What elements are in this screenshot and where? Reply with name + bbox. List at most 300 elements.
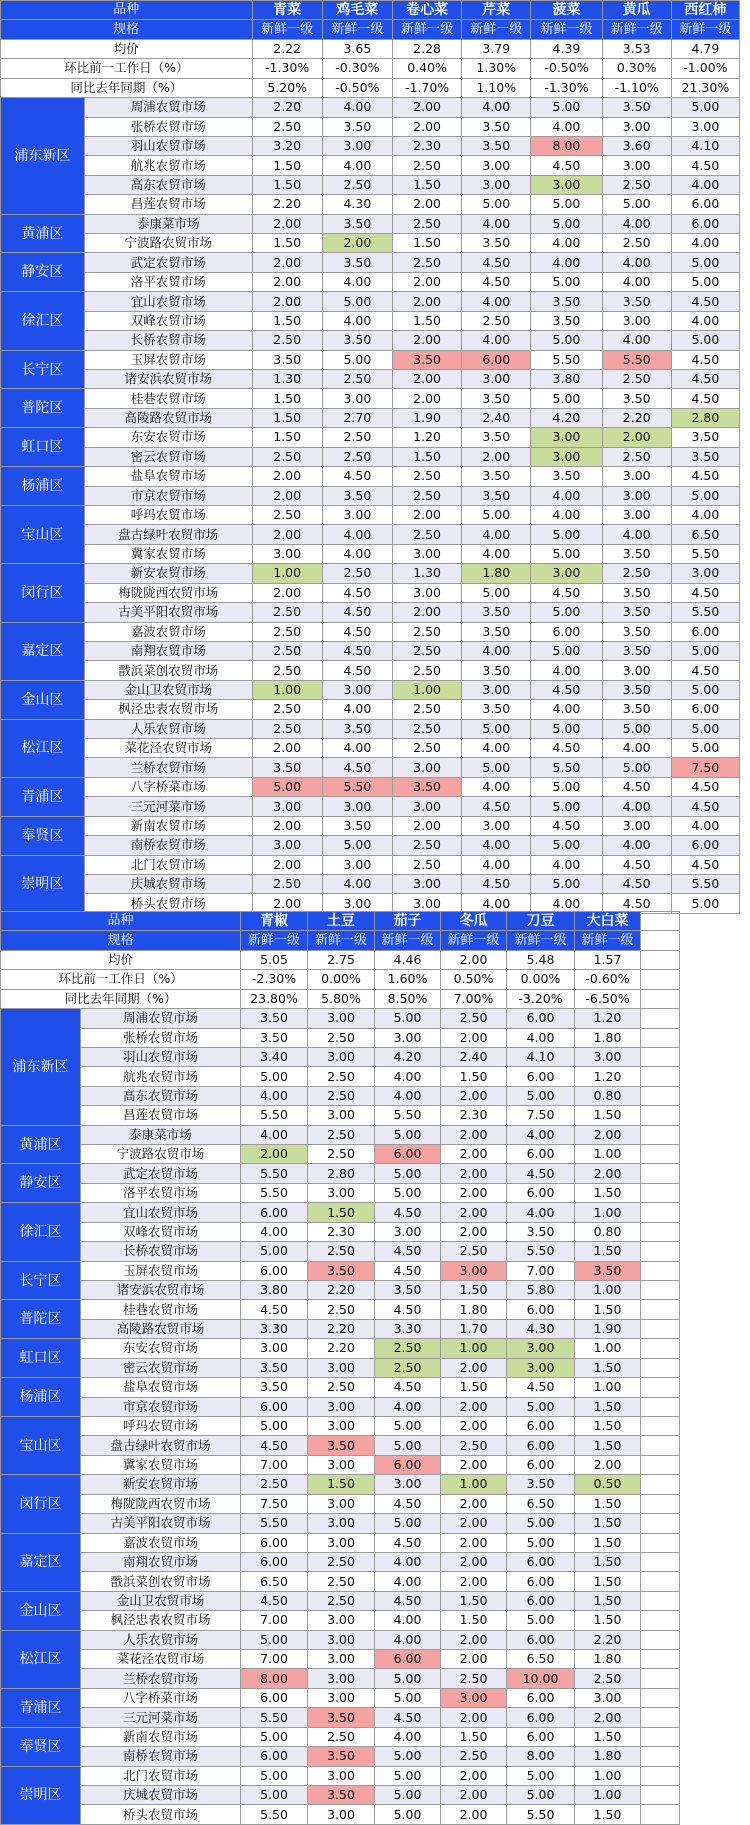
price-cell: 1.50 <box>441 1591 507 1610</box>
price-cell: 4.00 <box>462 544 531 563</box>
price-cell: 4.50 <box>602 777 671 796</box>
market-row <box>1 1358 680 1377</box>
price-cell: 2.00 <box>441 1203 507 1222</box>
price-cell: 5.50 <box>241 1183 308 1202</box>
avg-price-value: 3.53 <box>602 39 671 58</box>
price-cell: 2.00 <box>441 1183 507 1202</box>
price-cell: 5.00 <box>602 758 671 777</box>
market-name: 菜花泾农贸市场 <box>84 739 252 758</box>
price-cell: 3.00 <box>602 156 671 175</box>
price-cell: 4.00 <box>462 836 531 855</box>
price-cell: 6.00 <box>507 1591 575 1610</box>
price-table-1 <box>0 0 740 914</box>
market-name: 诸安浜农贸市场 <box>81 1281 241 1300</box>
price-cell: 2.00 <box>462 447 531 466</box>
price-cell: 2.50 <box>308 1067 375 1086</box>
market-name: 桂巷农贸市场 <box>81 1300 241 1319</box>
price-cell: 2.00 <box>252 214 322 233</box>
market-row <box>1 1183 680 1202</box>
market-row <box>1 1785 680 1804</box>
price-cell: 3.50 <box>531 292 602 311</box>
price-cell: 4.00 <box>602 525 671 544</box>
market-row <box>1 525 740 544</box>
yoy-change-value: 5.80% <box>308 989 375 1008</box>
market-row <box>1 1300 680 1319</box>
empty-cell <box>641 1242 680 1261</box>
market-row <box>1 1669 680 1688</box>
price-cell: 4.00 <box>322 544 392 563</box>
price-cell: 2.00 <box>252 816 322 835</box>
price-cell: 2.50 <box>252 117 322 136</box>
price-cell: 2.00 <box>393 195 462 214</box>
price-cell: 4.50 <box>531 739 602 758</box>
price-cell: 3.00 <box>308 1611 375 1630</box>
price-cell: 2.50 <box>308 1572 375 1591</box>
price-cell: 7.00 <box>507 1261 575 1280</box>
price-cell: 3.50 <box>375 1281 441 1300</box>
price-cell: 1.00 <box>393 680 462 699</box>
mom-change-value: 0.30% <box>602 59 671 78</box>
market-row <box>1 1514 680 1533</box>
price-cell: 1.50 <box>575 1397 641 1416</box>
price-cell: 3.50 <box>602 603 671 622</box>
price-cell: 3.00 <box>462 680 531 699</box>
price-cell: 2.50 <box>308 1086 375 1105</box>
price-cell: 6.50 <box>241 1572 308 1591</box>
price-cell: 4.00 <box>602 253 671 272</box>
market-name: 南翔农贸市场 <box>84 641 252 660</box>
grade-value: 新鲜一级 <box>252 20 322 39</box>
district-name: 闵行区 <box>1 1475 81 1533</box>
district-name: 普陀区 <box>1 1300 81 1339</box>
price-cell: 3.00 <box>308 1650 375 1669</box>
market-row <box>1 583 740 602</box>
avg-price-label: 均价 <box>1 39 253 58</box>
price-cell: 3.80 <box>531 370 602 389</box>
price-cell: 4.00 <box>462 777 531 796</box>
market-name: 北门农贸市场 <box>84 855 252 874</box>
price-cell: 4.50 <box>322 622 392 641</box>
price-cell: 3.00 <box>308 1630 375 1649</box>
price-cell: 2.50 <box>252 505 322 524</box>
price-cell: 2.50 <box>252 603 322 622</box>
market-name: 市京农贸市场 <box>84 486 252 505</box>
price-cell: 4.00 <box>375 1572 441 1591</box>
price-cell: 6.00 <box>375 1145 441 1164</box>
price-cell: 3.00 <box>375 1028 441 1047</box>
price-cell: 3.00 <box>308 1397 375 1416</box>
price-cell: 4.00 <box>462 331 531 350</box>
market-name: 南桥农贸市场 <box>84 836 252 855</box>
price-cell: 5.00 <box>375 1805 441 1824</box>
price-cell: 4.00 <box>462 214 531 233</box>
price-cell: 2.00 <box>441 1494 507 1513</box>
price-cell: 5.00 <box>671 486 739 505</box>
mom-change-value: 1.60% <box>375 970 441 989</box>
price-cell: 2.00 <box>441 1455 507 1474</box>
market-name: 新南农贸市场 <box>84 816 252 835</box>
market-row <box>1 739 740 758</box>
price-cell: 2.00 <box>252 583 322 602</box>
market-row <box>1 1378 680 1397</box>
market-row <box>1 1591 680 1610</box>
price-cell: 3.50 <box>241 1358 308 1377</box>
price-cell: 3.00 <box>602 311 671 330</box>
price-cell: 5.00 <box>241 1727 308 1746</box>
price-cell: 2.50 <box>393 739 462 758</box>
price-cell: 4.50 <box>671 292 739 311</box>
price-cell: 6.00 <box>507 1067 575 1086</box>
price-cell: 4.00 <box>375 1727 441 1746</box>
price-cell: 7.00 <box>241 1611 308 1630</box>
price-cell: 3.50 <box>531 467 602 486</box>
price-cell: 2.50 <box>322 175 392 194</box>
price-cell: 3.50 <box>252 350 322 369</box>
price-cell: 1.00 <box>575 1378 641 1397</box>
market-name: 金山卫农贸市场 <box>84 680 252 699</box>
price-cell: 6.00 <box>507 1145 575 1164</box>
mom-change-value: 1.30% <box>462 59 531 78</box>
market-name: 人乐农贸市场 <box>84 719 252 738</box>
mom-change-label: 环比前一工作日（%） <box>1 59 253 78</box>
district-name: 黄浦区 <box>1 1125 81 1164</box>
market-row <box>1 195 740 214</box>
price-cell: 3.50 <box>462 603 531 622</box>
market-row <box>1 1164 680 1183</box>
price-cell: 3.50 <box>322 117 392 136</box>
mom-change-value: -1.00% <box>671 59 739 78</box>
district-name: 杨浦区 <box>1 1378 81 1417</box>
district-name: 长宁区 <box>1 1261 81 1300</box>
market-name: 盘古绿叶农贸市场 <box>84 525 252 544</box>
price-cell: 4.00 <box>375 1397 441 1416</box>
market-name: 双峰农贸市场 <box>81 1222 241 1241</box>
price-cell: 5.00 <box>507 1766 575 1785</box>
vegetable-name: 青菜 <box>252 1 322 20</box>
market-name: 高陵路农贸市场 <box>81 1319 241 1338</box>
price-cell: 1.50 <box>252 428 322 447</box>
price-cell: 5.00 <box>462 719 531 738</box>
grade-value: 新鲜一级 <box>507 931 575 950</box>
mom-change-value: -2.30% <box>241 970 308 989</box>
price-cell: 1.50 <box>252 175 322 194</box>
district-name: 松江区 <box>1 1630 81 1688</box>
vegetable-name: 芹菜 <box>462 1 531 20</box>
price-cell: 5.00 <box>241 1630 308 1649</box>
market-row <box>1 1805 680 1824</box>
market-row <box>1 1339 680 1358</box>
market-name: 双峰农贸市场 <box>84 311 252 330</box>
empty-cell <box>641 1494 680 1513</box>
price-cell: 3.60 <box>602 136 671 155</box>
price-cell: 3.50 <box>602 680 671 699</box>
price-cell: 3.00 <box>575 1688 641 1707</box>
market-name: 高东农贸市场 <box>84 175 252 194</box>
price-cell: 3.50 <box>507 1222 575 1241</box>
price-cell: 6.00 <box>241 1203 308 1222</box>
price-cell: 2.00 <box>393 292 462 311</box>
market-name: 新安农贸市场 <box>81 1475 241 1494</box>
price-cell: 5.00 <box>241 1242 308 1261</box>
price-cell: 4.50 <box>375 1300 441 1319</box>
district-name: 徐汇区 <box>1 292 85 350</box>
empty-cell <box>641 1106 680 1125</box>
price-cell: 2.50 <box>322 370 392 389</box>
price-cell: 2.50 <box>308 1145 375 1164</box>
price-cell: 2.40 <box>441 1047 507 1066</box>
avg-price-value: 5.05 <box>241 950 308 969</box>
price-cell: 1.50 <box>575 1533 641 1552</box>
price-cell: 4.50 <box>671 777 739 796</box>
mom-change-value: 0.40% <box>393 59 462 78</box>
price-cell: 5.00 <box>241 1067 308 1086</box>
grade-value: 新鲜一级 <box>441 931 507 950</box>
empty-cell <box>641 1436 680 1455</box>
market-row <box>1 1766 680 1785</box>
price-cell: 1.00 <box>575 1145 641 1164</box>
price-cell: 2.00 <box>252 486 322 505</box>
avg-price-value: 4.39 <box>531 39 602 58</box>
price-cell: 4.50 <box>322 758 392 777</box>
header-row <box>1 912 680 931</box>
price-cell: 1.50 <box>575 1514 641 1533</box>
price-cell: 4.50 <box>531 680 602 699</box>
price-cell: 1.00 <box>441 1339 507 1358</box>
price-cell: 3.00 <box>308 1766 375 1785</box>
price-cell: 4.20 <box>531 408 602 427</box>
empty-cell <box>641 1339 680 1358</box>
price-cell: 5.00 <box>671 641 739 660</box>
price-cell: 4.50 <box>375 1533 441 1552</box>
price-cell: 4.00 <box>375 1611 441 1630</box>
price-cell: 2.00 <box>441 1086 507 1105</box>
price-cell: 2.00 <box>441 1028 507 1047</box>
market-row <box>1 777 740 796</box>
market-name: 新南农贸市场 <box>81 1727 241 1746</box>
price-cell: 3.00 <box>322 797 392 816</box>
price-cell: 4.00 <box>375 1086 441 1105</box>
price-cell: 3.50 <box>322 331 392 350</box>
price-cell: 3.00 <box>507 1358 575 1377</box>
price-cell: 6.00 <box>671 195 739 214</box>
price-cell: 6.00 <box>241 1533 308 1552</box>
price-cell: 3.50 <box>671 447 739 466</box>
price-cell: 4.50 <box>375 1203 441 1222</box>
price-cell: 6.00 <box>507 1455 575 1474</box>
market-row <box>1 1319 680 1338</box>
price-cell: 2.00 <box>441 1805 507 1824</box>
price-cell: 4.00 <box>507 1203 575 1222</box>
market-name: 八字桥菜市场 <box>81 1688 241 1707</box>
price-cell: 4.50 <box>322 641 392 660</box>
price-cell: 3.50 <box>602 98 671 117</box>
vegetable-name: 鸡毛菜 <box>322 1 392 20</box>
price-cell: 1.00 <box>575 1281 641 1300</box>
avg-price-value: 3.65 <box>322 39 392 58</box>
market-name: 玉屏农贸市场 <box>84 350 252 369</box>
market-name: 金山卫农贸市场 <box>81 1591 241 1610</box>
price-cell: 3.50 <box>393 777 462 796</box>
price-cell: 4.50 <box>241 1591 308 1610</box>
price-cell: 2.50 <box>575 1669 641 1688</box>
price-cell: 6.00 <box>507 1688 575 1707</box>
price-cell: 1.50 <box>575 1572 641 1591</box>
market-name: 戬浜菜创农贸市场 <box>81 1572 241 1591</box>
market-name: 枫泾忠表农贸市场 <box>84 700 252 719</box>
market-name: 南翔农贸市场 <box>81 1552 241 1571</box>
market-name: 玉屏农贸市场 <box>81 1261 241 1280</box>
price-cell: 5.00 <box>602 719 671 738</box>
price-cell: 4.00 <box>462 894 531 913</box>
price-cell: 3.50 <box>322 214 392 233</box>
price-cell: 1.50 <box>393 311 462 330</box>
avg-price-value: 2.75 <box>308 950 375 969</box>
yoy-change-value: -0.50% <box>322 78 392 97</box>
price-cell: 5.50 <box>531 758 602 777</box>
market-row <box>1 1047 680 1066</box>
district-name: 闵行区 <box>1 564 85 622</box>
price-cell: 4.50 <box>531 156 602 175</box>
price-cell: 4.00 <box>462 641 531 660</box>
price-cell: 5.00 <box>531 603 602 622</box>
price-cell: 3.00 <box>393 797 462 816</box>
empty-cell <box>641 1805 680 1824</box>
price-cell: 5.00 <box>531 836 602 855</box>
market-row <box>1 680 740 699</box>
price-cell: 2.20 <box>308 1319 375 1338</box>
price-cell: 4.50 <box>507 1164 575 1183</box>
price-cell: 4.00 <box>241 1086 308 1105</box>
price-cell: 1.20 <box>393 428 462 447</box>
market-row <box>1 1494 680 1513</box>
market-name: 冀家农贸市场 <box>81 1455 241 1474</box>
price-cell: 2.70 <box>322 408 392 427</box>
empty-cell <box>641 1688 680 1707</box>
price-cell: 2.50 <box>322 428 392 447</box>
market-name: 密云农贸市场 <box>81 1358 241 1377</box>
price-cell: 3.50 <box>602 622 671 641</box>
price-cell: 4.00 <box>671 234 739 253</box>
price-cell: 1.80 <box>575 1028 641 1047</box>
price-cell: 2.00 <box>602 428 671 447</box>
price-cell: 3.00 <box>308 1494 375 1513</box>
price-cell: 5.00 <box>322 350 392 369</box>
variety-label: 品种 <box>1 912 241 931</box>
price-cell: 3.00 <box>308 1688 375 1707</box>
price-cell: 2.30 <box>441 1106 507 1125</box>
price-cell: 2.00 <box>441 1630 507 1649</box>
empty-cell <box>641 1125 680 1144</box>
grade-value: 新鲜一级 <box>602 20 671 39</box>
price-cell: 1.50 <box>575 1358 641 1377</box>
price-cell: 5.00 <box>241 1785 308 1804</box>
vegetable-name: 刀豆 <box>507 912 575 931</box>
avg-price-label: 均价 <box>1 950 241 969</box>
price-cell: 3.00 <box>393 583 462 602</box>
price-cell: 1.50 <box>393 447 462 466</box>
price-cell: 4.00 <box>531 253 602 272</box>
market-row <box>1 1222 680 1241</box>
price-cell: 3.00 <box>393 758 462 777</box>
empty-cell <box>641 1086 680 1105</box>
district-name: 松江区 <box>1 719 85 777</box>
price-cell: 2.50 <box>308 1378 375 1397</box>
yoy-change-value: -3.20% <box>507 989 575 1008</box>
price-cell: 2.50 <box>252 874 322 893</box>
market-row <box>1 855 740 874</box>
district-name: 金山区 <box>1 680 85 719</box>
price-cell: 3.50 <box>602 700 671 719</box>
price-cell: 6.00 <box>671 622 739 641</box>
price-cell: 3.00 <box>308 1455 375 1474</box>
price-cell: 2.50 <box>393 700 462 719</box>
price-cell: 2.50 <box>602 234 671 253</box>
price-cell: 5.00 <box>531 544 602 563</box>
price-cell: 2.00 <box>393 117 462 136</box>
price-cell: 2.50 <box>308 1591 375 1610</box>
price-cell: 5.80 <box>507 1281 575 1300</box>
district-name: 奉贤区 <box>1 1727 81 1766</box>
yoy-change-value: -1.10% <box>602 78 671 97</box>
price-cell: 3.00 <box>322 389 392 408</box>
avg-price-row <box>1 950 680 969</box>
price-table-2 <box>0 911 680 1825</box>
price-cell: 4.50 <box>671 467 739 486</box>
price-cell: 10.00 <box>507 1669 575 1688</box>
price-cell: 6.00 <box>241 1261 308 1280</box>
market-row <box>1 1009 680 1028</box>
grade-row <box>1 20 740 39</box>
price-cell: 4.30 <box>322 195 392 214</box>
empty-cell <box>641 950 680 969</box>
price-cell: 5.00 <box>375 1125 441 1144</box>
price-cell: 6.00 <box>462 350 531 369</box>
price-cell: 4.30 <box>507 1319 575 1338</box>
market-row <box>1 1203 680 1222</box>
price-cell: 2.50 <box>252 719 322 738</box>
price-cell: 2.00 <box>252 467 322 486</box>
market-name: 市京农贸市场 <box>81 1397 241 1416</box>
market-name: 三元河菜市场 <box>81 1708 241 1727</box>
price-cell: 6.00 <box>671 700 739 719</box>
price-cell: 2.00 <box>393 505 462 524</box>
vegetable-name: 西红柿 <box>671 1 739 20</box>
market-name: 诸安浜农贸市场 <box>84 370 252 389</box>
price-cell: 0.50 <box>575 1475 641 1494</box>
price-cell: 2.00 <box>252 272 322 291</box>
price-cell: 4.20 <box>375 1047 441 1066</box>
empty-cell <box>641 1378 680 1397</box>
price-cell: 2.00 <box>441 1416 507 1435</box>
price-cell: 6.00 <box>375 1455 441 1474</box>
price-cell: 2.20 <box>602 408 671 427</box>
market-name: 梅陇陇西农贸市场 <box>84 583 252 602</box>
grade-row <box>1 931 680 950</box>
price-cell: 5.00 <box>375 1785 441 1804</box>
price-cell: 5.00 <box>531 525 602 544</box>
vegetable-name: 卷心菜 <box>393 1 462 20</box>
avg-price-value: 1.57 <box>575 950 641 969</box>
market-row <box>1 1086 680 1105</box>
market-row <box>1 1708 680 1727</box>
price-cell: 6.00 <box>507 1416 575 1435</box>
price-cell: 1.50 <box>575 1727 641 1746</box>
market-row <box>1 253 740 272</box>
price-cell: 2.80 <box>671 408 739 427</box>
price-cell: 4.50 <box>375 1591 441 1610</box>
price-cell: 1.50 <box>575 1805 641 1824</box>
price-cell: 3.50 <box>462 661 531 680</box>
